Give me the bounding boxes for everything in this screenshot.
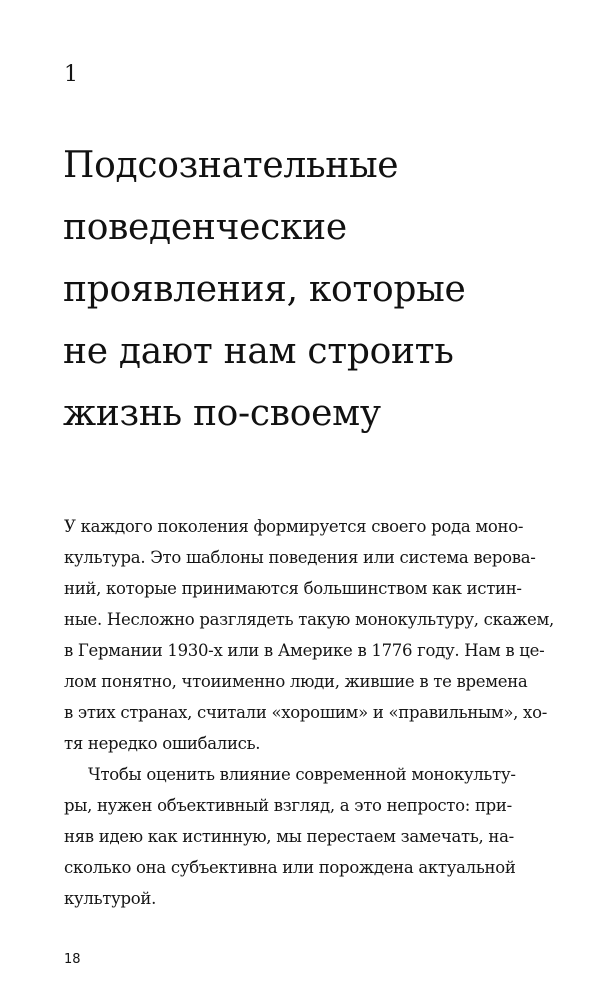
- chapter-title-line: жизнь по-своему: [63, 393, 381, 434]
- text-line: культура. Это шаблоны поведения или система верова-: [64, 548, 536, 567]
- text-line: лом понятно, чтоиименно люди, жившие в те времена: [64, 672, 528, 691]
- chapter-title-line: не дают нам строить: [63, 331, 454, 372]
- paragraph-1: [64, 511, 580, 759]
- text-line: ры, нужен объективный взгляд, а это непросто: при-: [64, 796, 512, 815]
- chapter-title: [63, 135, 583, 445]
- chapter-title-line: проявления, которые: [63, 269, 466, 310]
- chapter-title-line: поведенческие: [63, 207, 347, 248]
- text-line: культурой.: [64, 889, 157, 908]
- text-line: Чтобы оценить влияние современной монокульту-: [88, 765, 516, 784]
- paragraph-2: [64, 759, 580, 914]
- text-line: ний, которые принимаются большинством как истин-: [64, 579, 522, 598]
- body-text: [64, 511, 580, 914]
- text-line: в Германии 1930-х или в Америке в 1776 году. Нам в це-: [64, 641, 545, 660]
- chapter-number: 1: [64, 62, 78, 87]
- text-line: ные. Несложно разглядеть такую монокультуру, скажем,: [64, 610, 554, 629]
- page-number: 18: [64, 952, 81, 967]
- chapter-title-line: Подсознательные: [63, 145, 399, 186]
- text-line: тя нередко ошибались.: [64, 734, 261, 753]
- text-line: няв идею как истинную, мы перестаем замечать, на-: [64, 827, 514, 846]
- text-line: в этих странах, считали «хорошим» и «правильным», хо-: [64, 703, 547, 722]
- text-line: сколько она субъективна или порождена актуальной: [64, 858, 516, 877]
- text-line: У каждого поколения формируется своего рода моно-: [64, 517, 524, 536]
